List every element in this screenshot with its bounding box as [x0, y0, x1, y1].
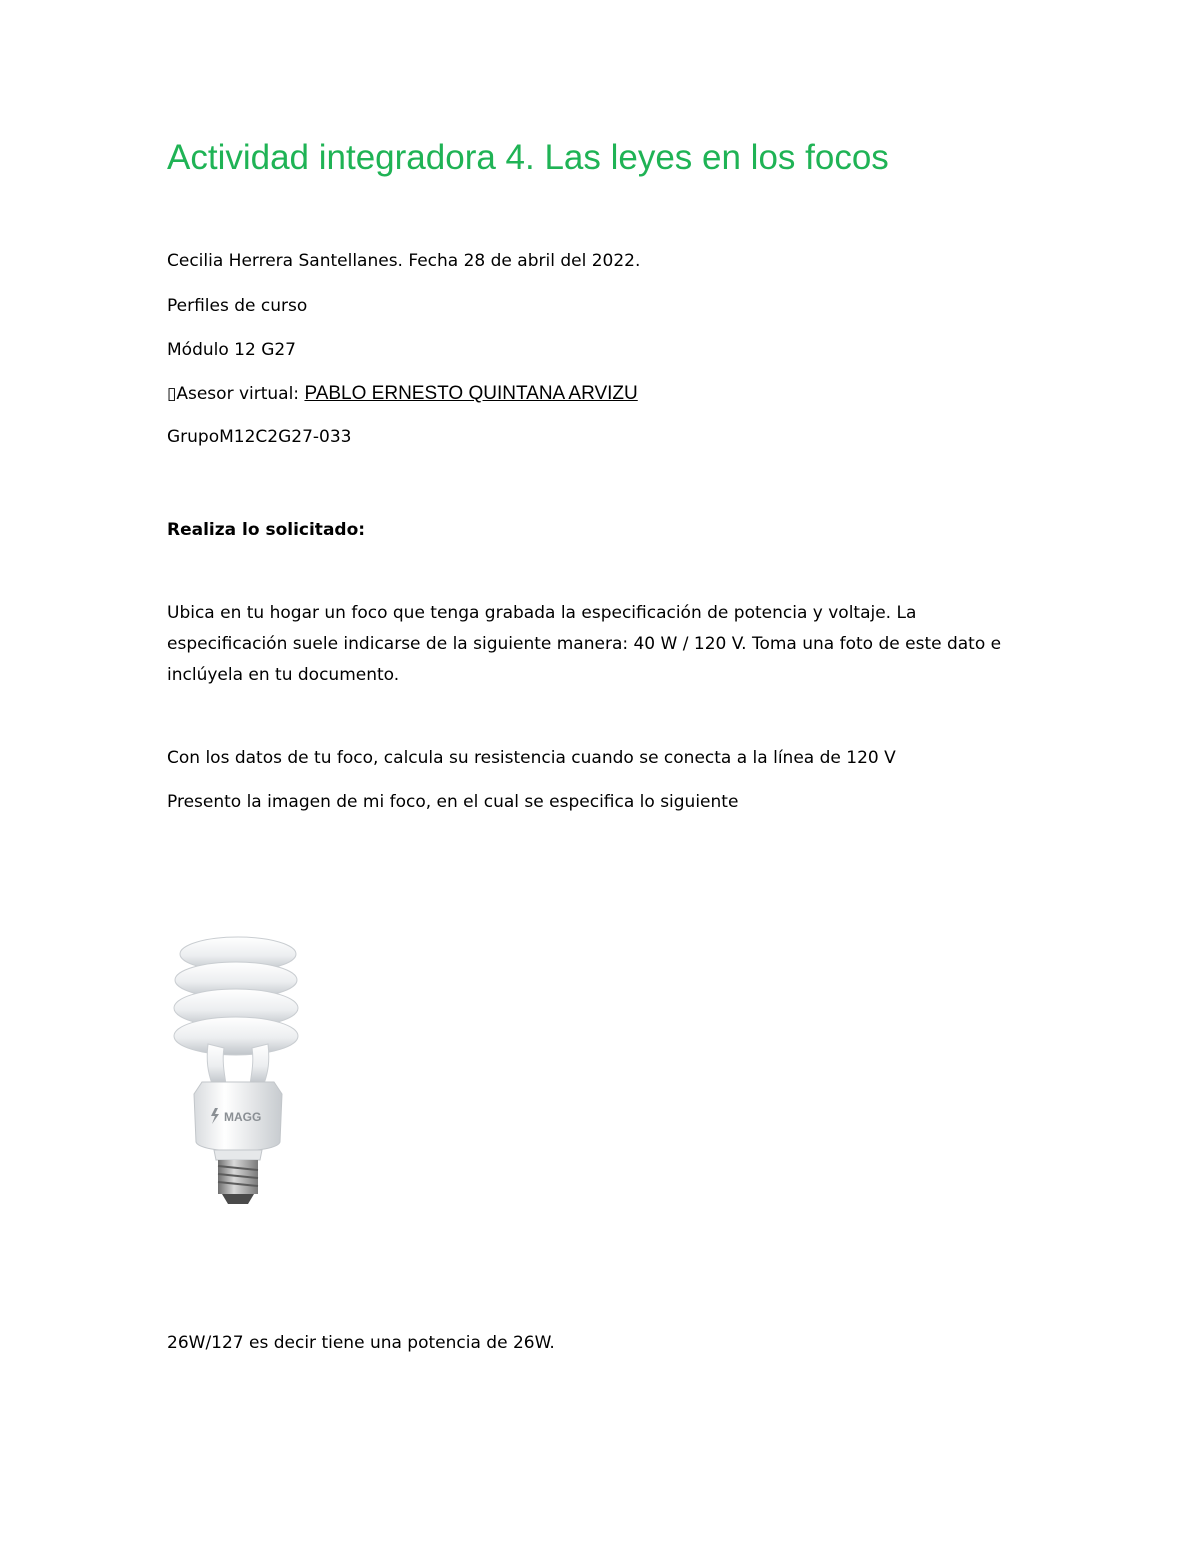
light-bulb-image — [168, 932, 308, 1207]
bulb-brand-label: MAGG — [224, 1110, 262, 1124]
calculation-paragraph: Con los datos de tu foco, calcula su resistencia cuando se conecta a la línea de 120 V — [167, 748, 896, 768]
advisor-line — [167, 383, 638, 405]
conclusion-line: 26W/127 es decir tiene una potencia de 26W. — [167, 1333, 555, 1353]
instructions-heading: Realiza lo solicitado: — [167, 520, 366, 540]
image-intro-paragraph: Presento la imagen de mi foco, en el cual se especifica lo siguiente — [167, 792, 739, 812]
document-title: Actividad integradora 4. Las leyes en los focos — [167, 138, 889, 177]
course-line: Perfiles de curso — [167, 296, 308, 316]
module-line: Módulo 12 G27 — [167, 340, 297, 360]
advisor-name-link[interactable]: PABLO ERNESTO QUINTANA ARVIZU — [304, 383, 638, 404]
instructions-paragraph: Ubica en tu hogar un foco que tenga grabada la especificación de potencia y voltaje. La especificación suele indicarse de la siguiente manera: 40 W / 120 V. Toma una foto de este dato e inclúyela en tu documento. — [167, 603, 1002, 685]
group-line: GrupoM12C2G27-033 — [167, 427, 352, 447]
missing-glyph-icon: ▯ — [167, 384, 177, 404]
author-date-line: Cecilia Herrera Santellanes. Fecha 28 de abril del 2022. — [167, 251, 641, 271]
advisor-label: Asesor virtual: — [176, 384, 305, 404]
